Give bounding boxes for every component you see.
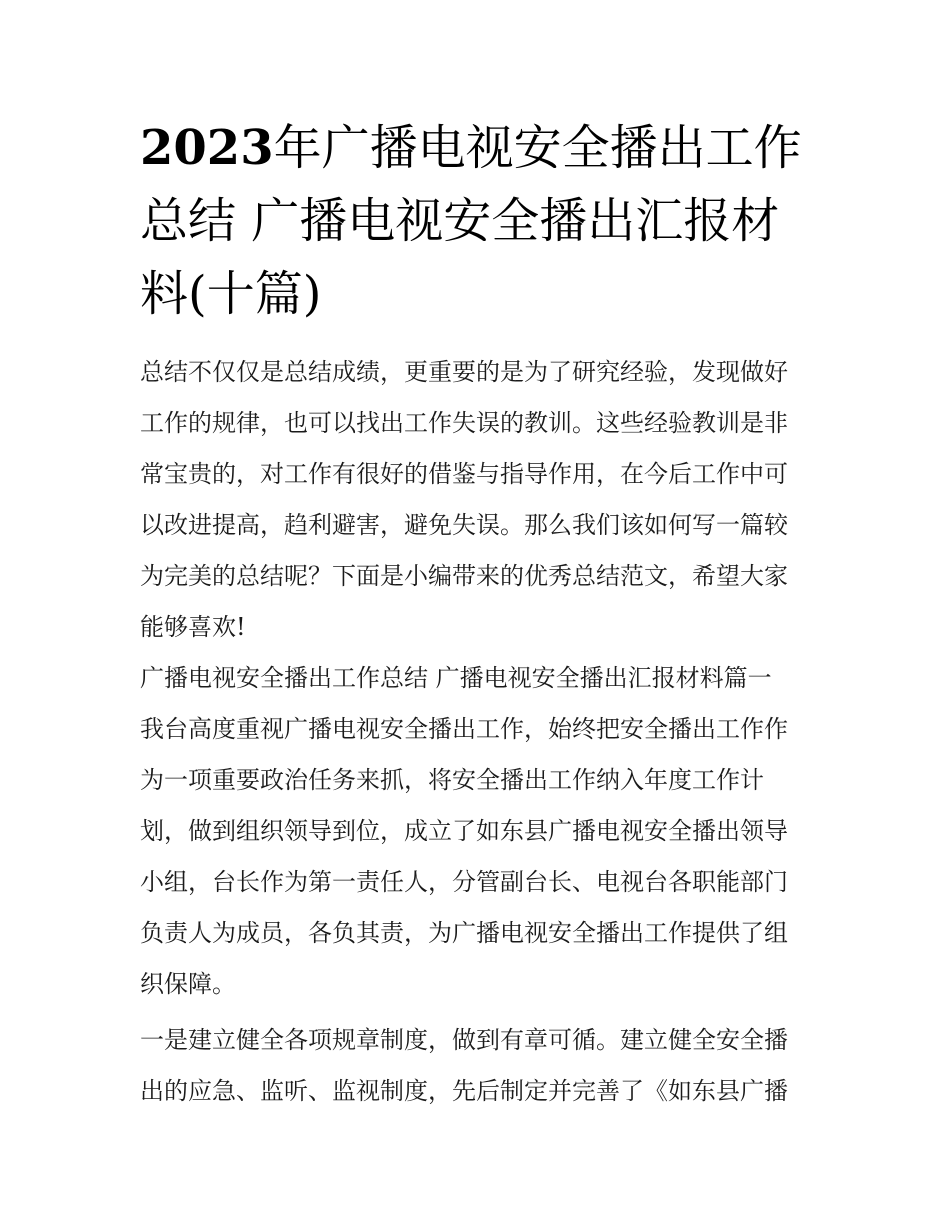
- document-title: [140, 112, 815, 331]
- title-text: 年广播电视安全播出工作 总结 广播电视安全播出汇报材 料(十篇): [140, 120, 802, 322]
- body-paragraph: 我台高度重视广播电视安全播出工作，始终把安全播出工作作 为一项重要政治任务来抓，将安全播出工作纳入年度工作计 划，做到组织领导到位，成立了如东县广播电视安全播出领导 小组，台长作为第一责任人，分管副台长、电视台各职能部门 负责人为成员，各负其责，为广播电视安全播出工作提供了组 织保障。: [140, 715, 788, 998]
- document-content: [140, 112, 815, 1117]
- section-heading: 广播电视安全播出工作总结 广播电视安全播出汇报材料篇一: [140, 664, 772, 692]
- body-paragraph: 一是建立健全各项规章制度，做到有章可循。建立健全安全播 出的应急、监听、监视制度，先后制定并完善了《如东县广播: [140, 1026, 788, 1105]
- document-body: [140, 347, 815, 1117]
- intro-paragraph: 总结不仅仅是总结成绩，更重要的是为了研究经验，发现做好 工作的规律，也可以找出工作失误的教训。这些经验教训是非 常宝贵的，对工作有很好的借鉴与指导作用，在今后工作中可 以改进提高，趋利避害，避免失误。那么我们该如何写一篇较 为完美的总结呢？下面是小编带来的优秀总结范文，希望大家 能够喜欢!: [140, 358, 788, 641]
- title-year: 2023: [140, 120, 274, 176]
